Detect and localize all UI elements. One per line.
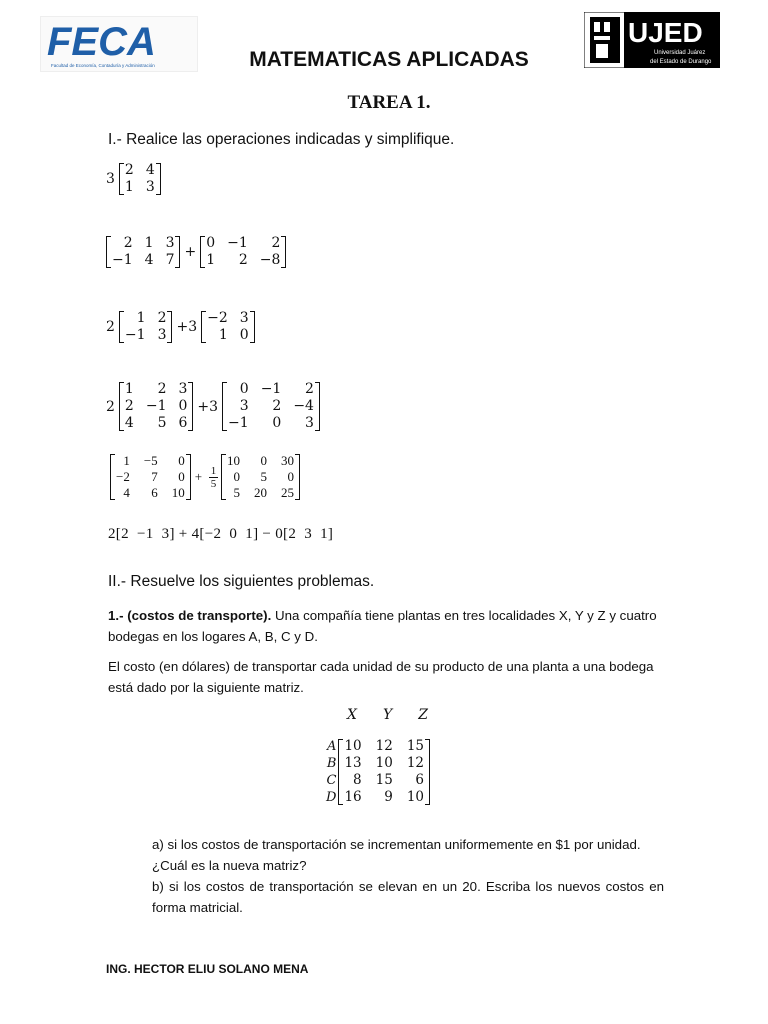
fraction-numerator: 1 [210, 464, 217, 477]
row-label: B [326, 756, 337, 771]
matrix-cell: 15 [406, 738, 424, 754]
exercise-1 [106, 162, 161, 196]
feca-logo-text: FECA [47, 20, 156, 64]
matrix-cell: 1 [144, 235, 154, 251]
matrix-cell: 2 [272, 398, 282, 414]
cost-matrix [326, 738, 430, 806]
matrix-cell: 9 [384, 789, 393, 805]
footer-author: ING. HECTOR ELIU SOLANO MENA [106, 962, 309, 976]
matrix-cell: 3 [305, 415, 314, 431]
problem-1-paragraph-2: El costo (en dólares) de transportar cada unidad de su producto de una planta a una bodega está dado por la siguiente matriz. [108, 659, 654, 695]
matrix-cell: 0 [178, 398, 188, 414]
matrix-cell: 3 [145, 179, 155, 195]
page-title: MATEMATICAS APLICADAS [249, 48, 529, 71]
page-subtitle: TAREA 1. [347, 92, 431, 113]
matrix-cell: 0 [178, 469, 185, 484]
cost-matrix-row-labels [326, 738, 336, 806]
matrix-cell: 15 [375, 772, 393, 788]
exercise-4 [106, 381, 320, 432]
section-2-heading: II.- Resuelve los siguientes problemas. [108, 573, 375, 590]
matrix-cell: 2 [124, 398, 134, 414]
ex2-matrix-1 [106, 235, 180, 269]
row-label: C [326, 773, 337, 788]
matrix-cell: 3 [239, 398, 249, 414]
matrix-cell: 2 [123, 235, 133, 251]
matrix-cell: −1 [145, 398, 167, 414]
cost-matrix-values [338, 738, 430, 806]
section-1-heading: I.- Realice las operaciones indicadas y simplifique. [108, 131, 455, 148]
exercise-3 [106, 310, 255, 344]
matrix-cell: 1 [136, 310, 146, 326]
matrix-cell: 6 [178, 415, 188, 431]
ex3-operator: +3 [176, 319, 198, 335]
matrix-cell: 4 [144, 252, 154, 268]
ex1-coef: 3 [106, 171, 115, 187]
matrix-cell: 5 [233, 485, 241, 500]
matrix-cell: 10 [344, 738, 362, 754]
ex3-coef: 2 [106, 319, 115, 335]
matrix-cell: 10 [406, 789, 424, 805]
column-label: X [347, 707, 357, 723]
ex4-operator: +3 [197, 398, 219, 415]
exercise-5 [110, 453, 300, 501]
matrix-cell: 16 [344, 789, 362, 805]
matrix-cell: 25 [281, 485, 295, 500]
matrix-cell: 5 [157, 415, 167, 431]
matrix-cell: 20 [254, 485, 268, 500]
matrix-cell: 7 [165, 252, 175, 268]
problem-1-body: Una compañía tiene plantas en tres localidades X, Y y Z y cuatro bodegas en los logares A, B, C y D. [108, 608, 657, 644]
matrix-cell: 3 [157, 327, 167, 343]
problem-1-label: 1.- (costos de transporte). [108, 608, 272, 623]
matrix-cell: 10 [227, 453, 241, 468]
matrix-cell: 4 [123, 485, 130, 500]
exercise-6: 2[2 −1 3] + 4[−2 0 1] − 0[2 3 1] [108, 526, 334, 542]
matrix-cell: −1 [228, 415, 249, 431]
ujed-logo-caption-1: Universidad Juárez [654, 50, 706, 56]
matrix-cell: 4 [145, 162, 155, 178]
matrix-cell: 12 [406, 755, 424, 771]
matrix-cell: 3 [178, 381, 188, 397]
matrix-cell: 1 [124, 179, 134, 195]
ex2-operator: + [184, 244, 197, 260]
matrix-cell: 0 [239, 381, 249, 397]
ex1-matrix [119, 162, 161, 196]
matrix-cell: 30 [281, 453, 295, 468]
matrix-cell: 10 [375, 755, 393, 771]
matrix-cell: 0 [206, 235, 216, 251]
matrix-cell: −1 [260, 381, 282, 397]
matrix-cell: 1 [218, 327, 228, 343]
matrix-cell: −5 [143, 453, 158, 468]
matrix-cell: 6 [415, 772, 424, 788]
matrix-cell: 0 [287, 469, 295, 484]
ex4-matrix-1 [119, 381, 193, 432]
matrix-cell: 2 [271, 235, 281, 251]
matrix-cell: 2 [157, 381, 167, 397]
ex5-matrix-2 [221, 453, 300, 501]
matrix-cell: 3 [165, 235, 175, 251]
matrix-cell: −2 [116, 469, 130, 484]
matrix-cell: 6 [151, 485, 158, 500]
row-label: D [326, 790, 337, 805]
cost-matrix-column-labels [347, 707, 428, 723]
ujed-logo-caption-2: del Estado de Durango [650, 59, 712, 65]
matrix-cell: 2 [124, 162, 134, 178]
matrix-cell: 2 [157, 310, 167, 326]
question-a-line-1: a) si los costos de transportación se incrementan uniformemente en $1 por unidad. [152, 837, 641, 852]
matrix-cell: 13 [344, 755, 362, 771]
ex2-matrix-2 [200, 235, 286, 269]
ex4-coef: 2 [106, 398, 115, 415]
matrix-cell: 12 [375, 738, 393, 754]
question-b: b) si los costos de transportación se elevan en un 20. Escriba los nuevos costos en forma matricial. [152, 879, 664, 915]
matrix-cell: 4 [124, 415, 134, 431]
matrix-cell: −4 [293, 398, 314, 414]
question-a-line-2: ¿Cuál es la nueva matriz? [152, 858, 307, 873]
column-label: Z [418, 707, 428, 723]
matrix-cell: 1 [206, 252, 216, 268]
row-label: A [327, 739, 337, 754]
ex5-operator: + [194, 469, 203, 484]
matrix-cell: −1 [227, 235, 248, 251]
ex4-matrix-2 [222, 381, 320, 432]
matrix-cell: 3 [239, 310, 249, 326]
matrix-cell: 5 [260, 469, 268, 484]
matrix-cell: 2 [238, 252, 248, 268]
column-label: Y [382, 707, 393, 723]
matrix-cell: 10 [171, 485, 185, 500]
matrix-cell: 7 [151, 469, 158, 484]
ex3-matrix-2 [201, 310, 255, 344]
feca-logo-caption: Facultad de Economía, Contaduría y Administración [51, 63, 155, 68]
matrix-cell: −1 [112, 252, 133, 268]
matrix-cell: −1 [124, 327, 146, 343]
matrix-cell: 0 [272, 415, 282, 431]
matrix-cell: 0 [233, 469, 241, 484]
ex3-matrix-1 [119, 310, 173, 344]
matrix-cell: 1 [123, 453, 130, 468]
matrix-cell: −2 [207, 310, 228, 326]
matrix-cell: 1 [124, 381, 134, 397]
fraction-denominator: 5 [210, 477, 217, 490]
matrix-cell: 8 [353, 772, 362, 788]
ujed-logo-text: UJED [628, 17, 703, 48]
matrix-cell: −8 [259, 252, 281, 268]
ex5-matrix-1 [110, 453, 191, 501]
problem-1-text [108, 605, 668, 647]
matrix-cell: 0 [239, 327, 249, 343]
exercise-2 [106, 235, 286, 269]
matrix-cell: 0 [260, 453, 268, 468]
matrix-cell: 0 [178, 453, 185, 468]
ex5-fraction [209, 465, 218, 490]
matrix-cell: 2 [305, 381, 314, 397]
